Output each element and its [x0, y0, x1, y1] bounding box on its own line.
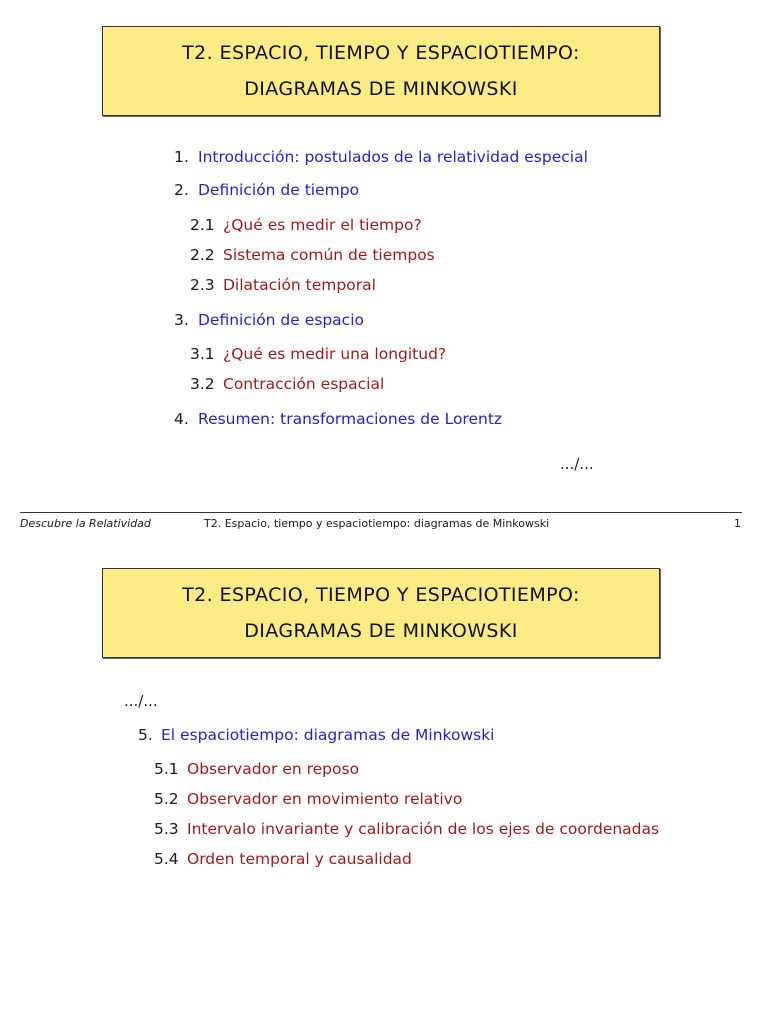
slide-title-box	[102, 568, 660, 658]
toc-item-number: 5.	[138, 726, 153, 744]
toc-item-text: ¿Qué es medir el tiempo?	[223, 216, 422, 234]
toc-item-text: El espaciotiempo: diagramas de Minkowski	[161, 726, 495, 744]
toc-item-number: 5.3	[154, 820, 179, 838]
slide-title-line-1: T2. ESPACIO, TIEMPO Y ESPACIOTIEMPO:	[182, 584, 580, 606]
toc-item-text: Definición de espacio	[198, 311, 364, 329]
toc-item-text: Observador en movimiento relativo	[187, 790, 463, 808]
slide-title-line-1: T2. ESPACIO, TIEMPO Y ESPACIOTIEMPO:	[182, 42, 580, 64]
slide-title-box	[102, 26, 660, 116]
continued-marker: .../...	[124, 692, 158, 710]
slide-title-line-2: DIAGRAMAS DE MINKOWSKI	[244, 620, 518, 642]
toc-item-number: 2.2	[190, 246, 215, 264]
toc-item-text: ¿Qué es medir una longitud?	[223, 345, 447, 363]
toc-item-text: Resumen: transformaciones de Lorentz	[198, 410, 503, 428]
toc-item-text: Definición de tiempo	[198, 181, 360, 199]
footer-page-number: 1	[734, 517, 741, 530]
slide-title-line-2: DIAGRAMAS DE MINKOWSKI	[244, 78, 518, 100]
toc-item-number: 5.4	[154, 850, 179, 868]
toc-item-text: Contracción espacial	[223, 375, 385, 393]
footer-left-text: Descubre la Relatividad	[20, 517, 151, 530]
toc-item-text: Dilatación temporal	[223, 276, 376, 294]
toc-item-text: Sistema común de tiempos	[223, 246, 435, 264]
toc-item-number: 1.	[174, 148, 189, 166]
footer-center-text: T2. Espacio, tiempo y espaciotiempo: diagramas de Minkowski	[204, 517, 550, 530]
toc-item-text: Intervalo invariante y calibración de los ejes de coordenadas	[187, 820, 660, 838]
toc-item-number: 5.1	[154, 760, 179, 778]
toc-item-number: 4.	[174, 410, 189, 428]
toc-item-number: 2.3	[190, 276, 215, 294]
toc-item-text: Introducción: postulados de la relatividad especial	[198, 148, 588, 166]
toc-item-text: Observador en reposo	[187, 760, 360, 778]
toc-item-number: 3.1	[190, 345, 215, 363]
toc-item-number: 3.	[174, 311, 189, 329]
continues-marker: .../...	[560, 455, 594, 473]
toc-item-text: Orden temporal y causalidad	[187, 850, 412, 868]
toc-item-number: 2.	[174, 181, 189, 199]
toc-item-number: 2.1	[190, 216, 215, 234]
toc-item-number: 3.2	[190, 375, 215, 393]
footer-divider	[20, 512, 742, 513]
slide-2	[0, 540, 768, 1024]
toc-item-number: 5.2	[154, 790, 179, 808]
